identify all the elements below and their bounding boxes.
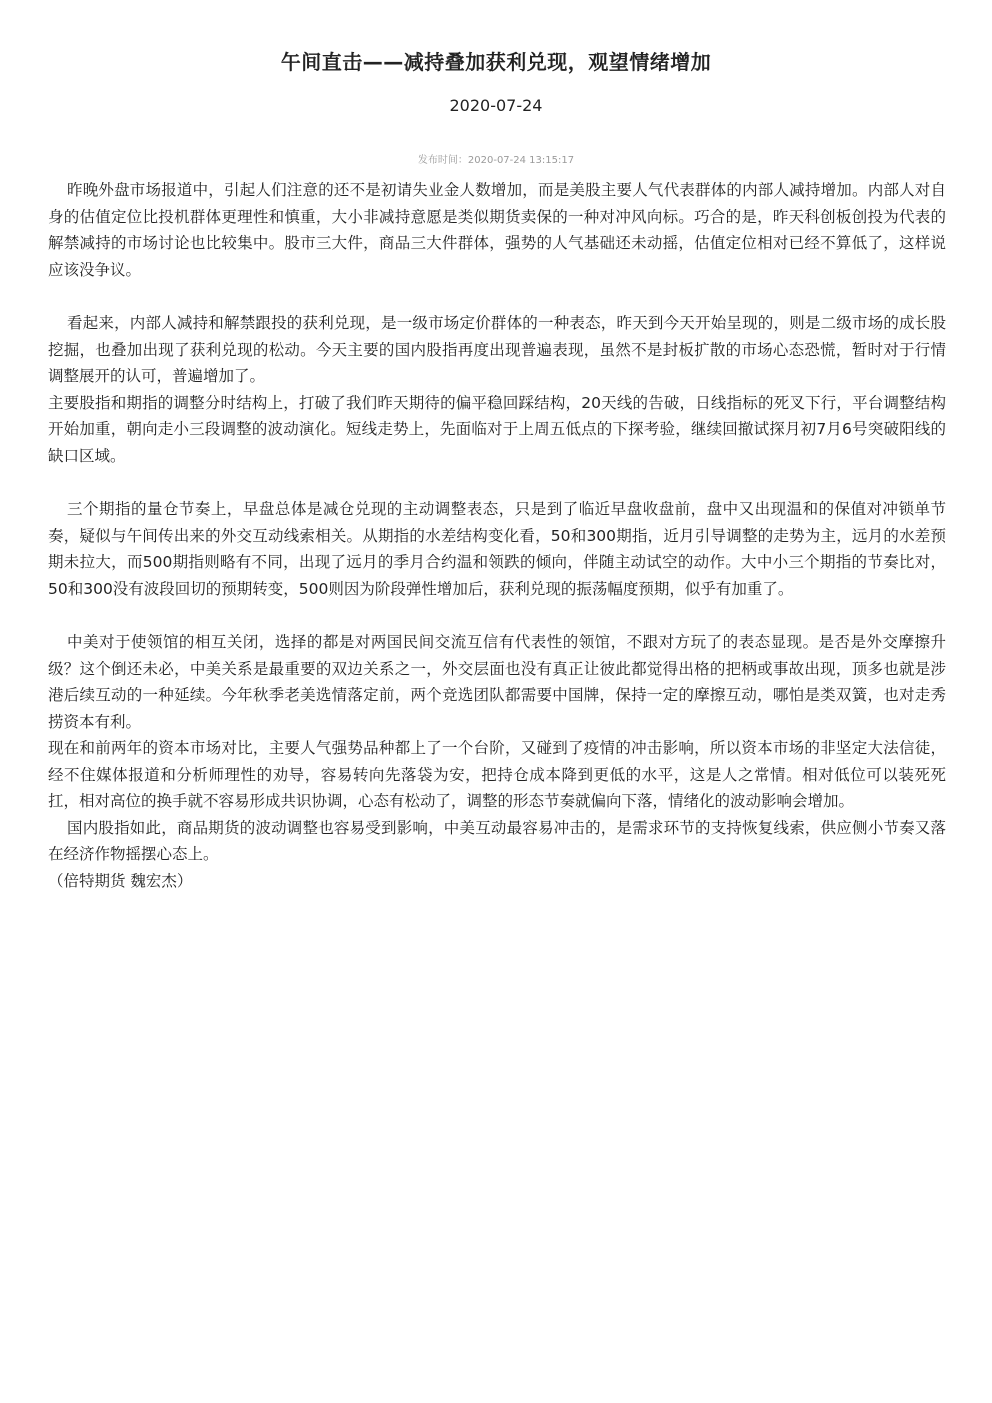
article-date: 2020-07-24 [449, 96, 543, 115]
article-paragraph: 主要股指和期指的调整分时结构上，打破了我们昨天期待的偏平稳回踩结构，20天线的告破，日线指标的死叉下行，平台调整结构开始加重，朝向走小三段调整的波动演化。短线走势上，先面临对于上周五低点的下探考验，继续回撤试探月初7月6号突破阳线的缺口区域。 [48, 393, 946, 465]
paragraph-spacer [48, 469, 946, 496]
article-paragraph: 中美对于使领馆的相互关闭，选择的都是对两国民间交流互信有代表性的领馆，不跟对方玩了的表态显现。是否是外交摩擦升级？这个倒还未必，中美关系是最重要的双边关系之一，外交层面也没有真正让彼此都觉得出格的把柄或事故出现，顶多也就是涉港后续互动的一种延续。今年秋季老美选情落定前，两个竞选团队都需要中国牌，保持一定的摩擦互动，哪怕是类双簧，也对走秀捞资本有利。 [48, 633, 946, 731]
paragraph-spacer [48, 602, 946, 629]
article-paragraph: 昨晚外盘市场报道中，引起人们注意的还不是初请失业金人数增加，而是美股主要人气代表群体的内部人减持增加。内部人对自身的估值定位比投机群体更理性和慎重，大小非减持意愿是类似期货卖保的一种对冲风向标。巧合的是，昨天科创板创投为代表的解禁减持的市场讨论也比较集中。股市三大件，商品三大件群体，强势的人气基础还未动摇，估值定位相对已经不算低了，这样说应该没争议。 [48, 181, 946, 279]
article-paragraph: 现在和前两年的资本市场对比，主要人气强势品种都上了一个台阶，又碰到了疫情的冲击影响，所以资本市场的非坚定大法信徒，经不住媒体报道和分析师理性的劝导，容易转向先落袋为安，把持仓成本降到更低的水平，这是人之常情。相对低位可以装死死扛，相对高位的换手就不容易形成共识协调，心态有松动了，调整的形态节奏就偏向下落，情绪化的波动影响会增加。 [48, 739, 946, 810]
article-paragraph: 看起来，内部人减持和解禁跟投的获利兑现，是一级市场定价群体的一种表态，昨天到今天开始呈现的，则是二级市场的成长股挖掘，也叠加出现了获利兑现的松动。今天主要的国内股指再度出现普遍表现，虽然不是封板扩散的市场心态恐慌，暂时对于行情调整展开的认可，普遍增加了。 [48, 314, 946, 385]
article-paragraph: 国内股指如此，商品期货的波动调整也容易受到影响，中美互动最容易冲击的，是需求环节的支持恢复线索，供应侧小节奏又落在经济作物摇摆心态上。 [48, 818, 946, 863]
article-body [48, 177, 946, 894]
article-title: 午间直击——减持叠加获利兑现，观望情绪增加 [280, 50, 712, 74]
publish-time: 发布时间：2020-07-24 13:15:17 [417, 155, 575, 166]
paragraph-spacer [48, 283, 946, 310]
article-paragraph: 三个期指的量仓节奏上，早盘总体是减仓兑现的主动调整表态，只是到了临近早盘收盘前，盘中又出现温和的保值对冲锁单节奏，疑似与午间传出来的外交互动线索相关。从期指的水差结构变化看，50和300期指，近月引导调整的走势为主，远月的水差预期未拉大，而500期指则略有不同，出现了远月的季月合约温和领跌的倾向，伴随主动试空的动作。大中小三个期指的节奏比对，50和300没有波段回切的预期转变，500则因为阶段弹性增加后，获利兑现的振荡幅度预期，似乎有加重了。 [48, 500, 946, 598]
article-author: （倍特期货 魏宏杰） [48, 871, 193, 890]
